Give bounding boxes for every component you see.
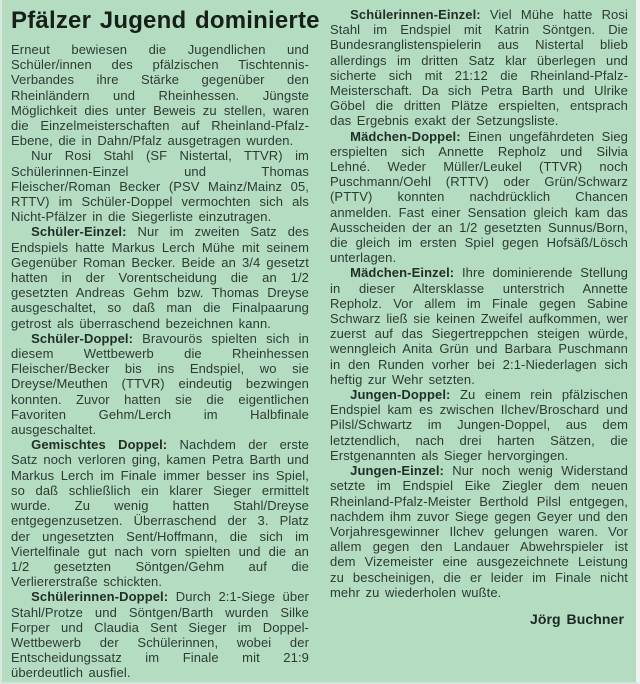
- paragraph-text: Durch 2:1-Siege über Stahl/Protze und Söntgen/Barth wurden Silke Forper und Claudia Sent Sieger im Doppel-Wettbewerb der Schülerinnen, wobei der Entscheidungssatz im Finale mit 21:9 überdeutlich ausfiel.: [11, 589, 309, 681]
- paragraph-intro: [11, 42, 309, 148]
- right-column: [330, 7, 628, 681]
- section-heading: Schülerinnen-Einzel:: [350, 7, 481, 22]
- section-heading: Schüler-Doppel:: [31, 330, 134, 346]
- article-columns: [11, 7, 628, 681]
- article-title: Pfälzer Jugend dominierte: [11, 7, 320, 34]
- section-heading: Gemischtes Doppel:: [31, 437, 168, 453]
- paragraph-text: Ihre dominierende Stellung in dieser Altersklasse unterstrich Annette Repholz. Vor allem im Finale gegen Sabine Schwarz ließ sie keinen Zweifel aufkommen, wer zuerst auf das Siegertreppchen steigen würde, wenngleich Anita Grün und Barbara Puschmann in den Runden vorher bei 2:1-Niederlagen sich heftig zur Wehr setzten.: [330, 265, 628, 387]
- paragraph-text: Bravourös spielten sich in diesem Wettbewerb die Rheinhessen Fleischer/Becker bis ins Endspiel, wo sie Dreyse/Meuthen (TTVR) eindeutig bezwingen konnten. Zuvor hatten sie die eigentlichen Favoriten Gehm/Lerch im Halbfinale ausgeschaltet.: [11, 330, 309, 438]
- paragraph-jungen-einzel: [330, 463, 628, 600]
- paragraph-gemischtes-doppel: [11, 437, 309, 589]
- section-heading: Jungen-Doppel:: [350, 387, 451, 403]
- paragraph-text: Erneut bewiesen die Jugendlichen und Schüler/innen des pfälzischen Tischtennis-Verbandes ihre Stärke gegenüber den Rheinländern und Rheinhessen. Jüngste Möglichkeit dies unter Beweis zu stellen, waren die Einzelmeisterschaften auf Rheinland-Pfalz-Ebene, die in Dahn/Pfalz ausgetragen wurden.: [11, 42, 309, 149]
- section-heading: Mädchen-Einzel:: [350, 265, 455, 281]
- paragraph-text: Nur Rosi Stahl (SF Nistertal, TTVR) im Schülerinnen-Einzel und Thomas Fleischer/Roman Becker (PSV Mainz/Mainz 05, RTTV) im Schüler-Doppel vermochten sich als Nicht-Pfälzer in die Siegerliste einzutragen.: [11, 148, 309, 225]
- section-heading: Schüler-Einzel:: [31, 224, 127, 240]
- paragraph-schuelerinnen-einzel: [330, 7, 628, 129]
- paragraph-text: Nachdem der erste Satz noch verloren ging, kamen Petra Barth und Markus Lerch im Finale immer besser ins Spiel, so daß schließlich ein klarer Sieger ermittelt wurde. Zu wenig hatten Stahl/Dreyse entgegenzusetzen. Überraschend der 3. Platz der ungesetzten Sent/Hoffmann, die sich im Viertelfinale gut nach vorn spielten und die an 1/2 gesetzten Söntgen/Gehm auf die Verliererstraße schickten.: [11, 437, 309, 590]
- author-byline: Jörg Buchner: [529, 610, 624, 627]
- paragraph-schuelerinnen-doppel: [11, 589, 309, 680]
- paragraph-maedchen-einzel: [330, 265, 628, 387]
- paragraph-text: Nur im zweiten Satz des Endspiels hatte Markus Lerch Mühe mit seinem Gegenüber Roman Becker. Beide an 3/4 gesetzt hatten in der Vorentscheidung die an 1/2 gesetzten Andreas Gehm bzw. Thomas Dreyse ausgeschaltet, so daß man die Finalpaarung getrost als überraschend bezeichnen kann.: [11, 224, 309, 331]
- paragraph-text: Einen ungefährdeten Sieg erspielten sich Annette Repholz und Silvia Lehné. Weder Müller/Leukel (TTVR) noch Puschmann/Oehl (RTTV) oder Grün/Schwarz (PTTV) konnten nachdrücklich Chancen anmelden. Fast einer Sensation gleich kam das Ausscheiden der an 1/2 gesetzten Sunnus/Born, die gleich im ersten Spiel gegen Hofsäß/Lösch unterlagen.: [330, 128, 628, 266]
- paragraph-maedchen-doppel: [330, 129, 628, 266]
- paragraph-text: Zu einem rein pfälzischen Endspiel kam es zwischen Ilchev/Broschard und Pilsl/Schwartz im Jungen-Doppel, aus dem letztendlich, nach drei harten Sätzen, die Erstgenannten als Sieger hervorgingen.: [330, 387, 628, 463]
- section-heading: Jungen-Einzel:: [350, 463, 444, 479]
- paragraph-schueler-einzel: [11, 224, 309, 330]
- paragraph-text: Viel Mühe hatte Rosi Stahl im Endspiel mit Katrin Söntgen. Die Bundesranglistenspielerin aus Nistertal blieb allerdings im dritten Satz klar überlegen und sicherte sich mit 21:12 die Rheinland-Pfalz-Meisterschaft. Da sich Petra Barth und Ulrike Göbel die dritten Plätze erspielten, entsprach das Ergebnis exakt der Setzungsliste.: [330, 7, 628, 129]
- section-heading: Schülerinnen-Doppel:: [31, 589, 169, 605]
- paragraph-schueler-doppel: [11, 331, 309, 437]
- paragraph-jungen-doppel: [330, 387, 628, 463]
- section-heading: Mädchen-Doppel:: [350, 128, 461, 144]
- left-column: [11, 7, 320, 681]
- paragraph-text: Nur noch wenig Widerstand setzte im Endspiel Eike Ziegler dem neuen Rheinland-Pfalz-Meister Berthold Pilsl entgegen, nachdem ihm zuvor Siege gegen Geyer und den Vorjahresgewinner Ilchev gelungen waren. Vor allem gegen den Landauer Abwehrspieler ist dem Vizemeister eine ausgezeichnete Leistung zu bescheinigen, die er leider im Finale nicht mehr zu wiederholen wußte.: [330, 463, 628, 600]
- paragraph: [11, 148, 309, 224]
